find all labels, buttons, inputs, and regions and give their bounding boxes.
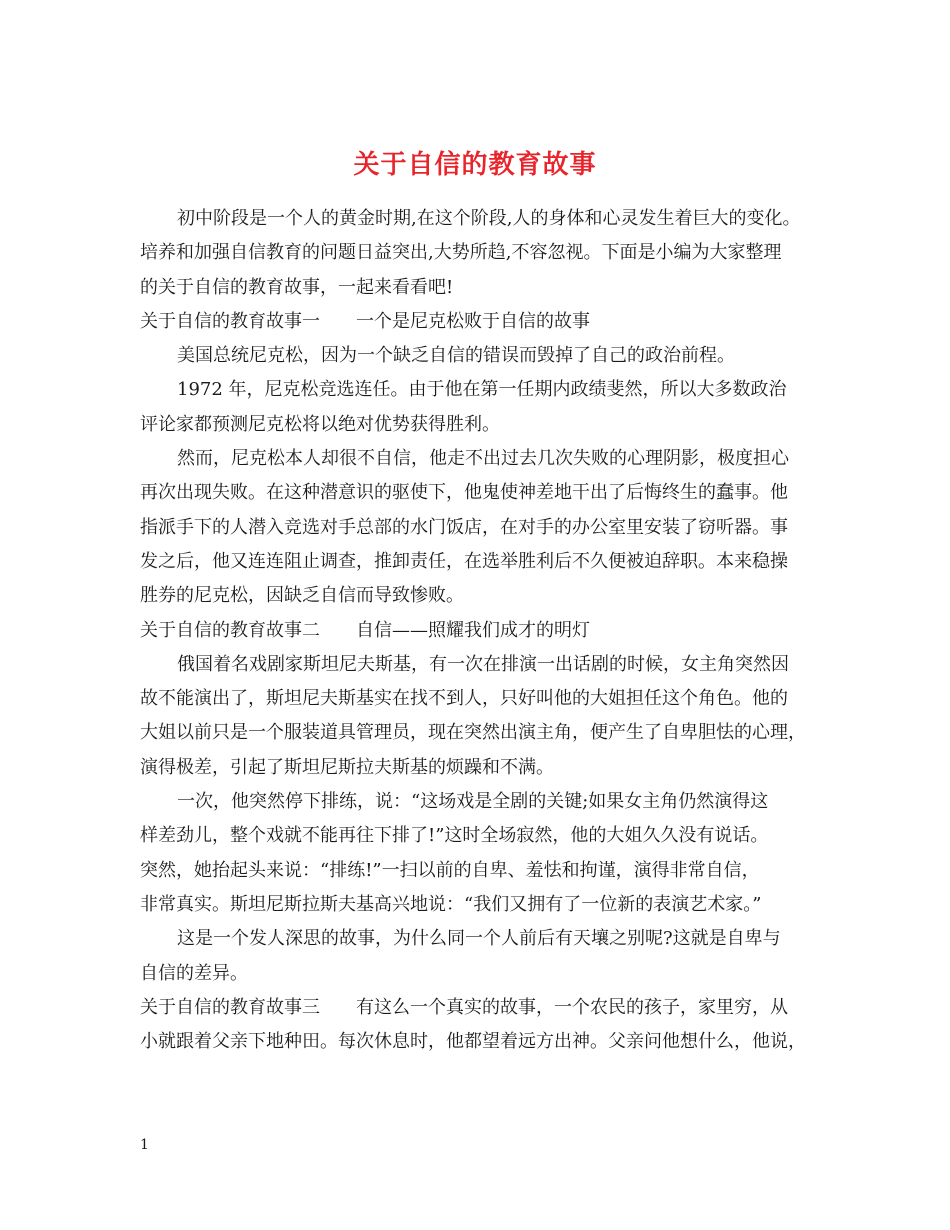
body-line: 发之后，他又连连阻止调查，推卸责任，在选举胜利后不久便被迫辞职。本来稳操: [140, 550, 788, 572]
body-line: 初中阶段是一个人的黄金时期,在这个阶段,人的身体和心灵发生着巨大的变化。: [177, 208, 801, 229]
body-line: 大姐以前只是一个服装道具管理员，现在突然出演主角，便产生了自卑胆怯的心理，: [140, 722, 806, 744]
body-line: 指派手下的人潜入竞选对手总部的水门饭店，在对手的办公室里安装了窃听器。事: [140, 516, 788, 538]
body-line: 自信的差异。: [140, 962, 248, 984]
body-line: 故不能演出了，斯坦尼夫斯基实在找不到人，只好叫他的大姐担任这个角色。他的: [140, 688, 788, 710]
body-line: 然而，尼克松本人却很不自信，他走不出过去几次失败的心理阴影，极度担心: [177, 448, 789, 470]
body-line: 再次出现失败。在这种潜意识的驱使下，他鬼使神差地干出了后悔终生的蠢事。他: [140, 482, 788, 504]
body-line: 胜券的尼克松，因缺乏自信而导致惨败。: [140, 585, 464, 607]
body-line: 小就跟着父亲下地种田。每次休息时，他都望着远方出神。父亲问他想什么，他说，: [140, 1031, 806, 1053]
document-body: [140, 202, 836, 1059]
body-line: 这是一个发人深思的故事，为什么同一个人前后有天壤之别呢?这就是自卑与: [177, 928, 781, 950]
document-title: 关于自信的教育故事: [353, 150, 597, 181]
body-line: 关于自信的教育故事一 一个是尼克松败于自信的故事: [140, 310, 590, 332]
body-line: 关于自信的教育故事二 自信——照耀我们成才的明灯: [140, 619, 590, 641]
body-line: 关于自信的教育故事三 有这么一个真实的故事，一个农民的孩子，家里穷，从: [140, 996, 788, 1018]
body-line: 的关于自信的教育故事，一起来看看吧!: [140, 276, 454, 298]
body-line: 非常真实。斯坦尼斯拉斯夫基高兴地说：“我们又拥有了一位新的表演艺术家。”: [140, 893, 762, 915]
body-line: 演得极差，引起了斯坦尼斯拉夫斯基的烦躁和不满。: [140, 756, 554, 778]
body-line: 培养和加强自信教育的问题日益突出,大势所趋,不容忽视。下面是小编为大家整理: [140, 242, 782, 264]
body-line: 1972 年，尼克松竞选连任。由于他在第一任期内政绩斐然，所以大多数政治: [177, 379, 787, 401]
body-line: 俄国着名戏剧家斯坦尼夫斯基，有一次在排演一出话剧的时候，女主角突然因: [177, 653, 789, 675]
body-line: 美国总统尼克松，因为一个缺乏自信的错误而毁掉了自己的政治前程。: [177, 345, 735, 367]
body-line: 一次，他突然停下排练，说：“这场戏是全剧的关键;如果女主角仍然演得这: [177, 791, 769, 813]
body-line: 评论家都预测尼克松将以绝对优势获得胜利。: [140, 413, 500, 435]
page-number: 1: [140, 1137, 149, 1153]
body-line: 突然，她抬起头来说：“排练!”一扫以前的自卑、羞怯和拘谨，演得非常自信，: [140, 859, 760, 881]
body-line: 样差劲儿，整个戏就不能再往下排了!”这时全场寂然，他的大姐久久没有说话。: [140, 825, 769, 847]
